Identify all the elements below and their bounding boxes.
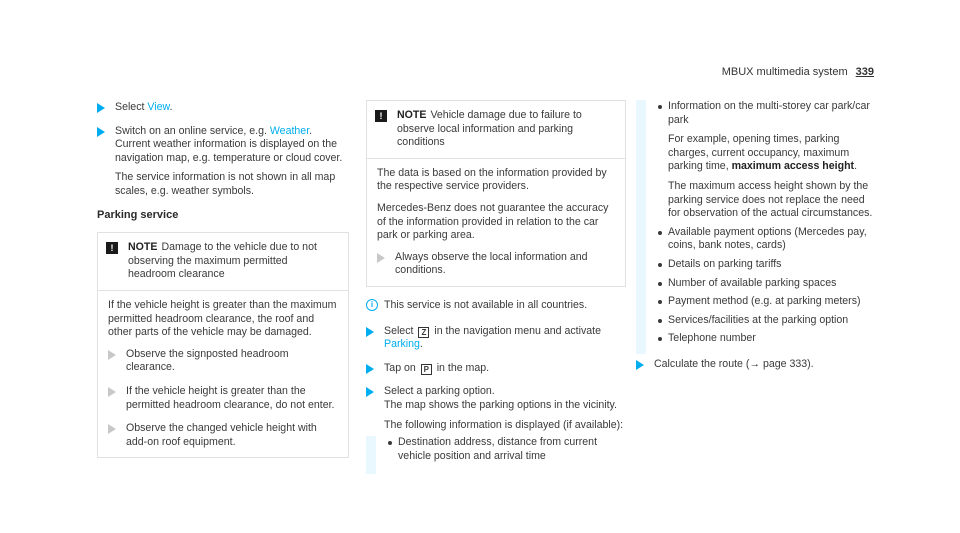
- bullet-dot: [388, 441, 392, 445]
- step-note-text: The service information is not shown in all map scales, e.g. weather symbols.: [115, 171, 336, 197]
- info-text: This service is not available in all countries.: [384, 298, 588, 311]
- list-item-text: Available payment options (Mercedes pay, coins, bank notes, cards): [668, 225, 867, 252]
- step-arrow-icon: [366, 364, 374, 374]
- note-title: Vehicle damage due to failure to observe local information and parking conditions: [397, 109, 582, 149]
- bullet-dot: [658, 319, 662, 323]
- navigation-menu-icon[interactable]: Z: [418, 327, 429, 338]
- detail-text: .: [854, 160, 858, 173]
- info-list-start: [366, 436, 626, 474]
- weather-link[interactable]: Weather: [269, 124, 310, 137]
- step-tap-parking-symbol: [366, 362, 626, 376]
- step-text: The following information is displayed (if available):: [384, 418, 624, 431]
- shaded-bar: [366, 436, 376, 474]
- warning-icon: !: [106, 242, 118, 254]
- note-box-headroom: [97, 232, 349, 458]
- page-number: 339: [855, 66, 874, 78]
- info-availability: [366, 299, 626, 313]
- list-item-text: Destination address, distance from current vehicle position and arrival time: [398, 436, 598, 462]
- note-step-text: Observe the changed vehicle height with add-on roof equipment.: [126, 422, 317, 448]
- note-title: Damage to the vehicle due to not observing the maximum permitted headroom clearance: [128, 241, 317, 281]
- note-header: [98, 233, 348, 291]
- list-item-text: Number of available parking spaces: [668, 276, 837, 289]
- step-text: Switch on an online service, e.g.: [115, 124, 270, 137]
- parking-link[interactable]: Parking: [384, 338, 420, 351]
- note-box-local-info: [366, 100, 626, 287]
- list-item-detail: The maximum access height shown by the parking service does not replace the need for observation of the actual circumstances.: [668, 179, 873, 220]
- step-select-view: [97, 101, 349, 115]
- step-text: in the map.: [433, 361, 490, 374]
- list-item: [656, 277, 878, 291]
- bullet-dot: [658, 263, 662, 267]
- detail-bold-text: maximum access height: [731, 160, 855, 173]
- list-item-text: Payment method (e.g. at parking meters): [668, 295, 861, 308]
- step-text: .: [309, 124, 313, 137]
- step-text: Tap on: [384, 361, 419, 374]
- note-step-text: Observe the signposted headroom clearance.: [126, 347, 289, 374]
- step-arrow-icon: [97, 127, 105, 137]
- step-arrow-icon: [108, 387, 116, 397]
- list-item-text: Services/facilities at the parking option: [668, 313, 849, 326]
- note-step: [108, 385, 338, 412]
- list-item-detail: [668, 133, 878, 174]
- note-paragraph: If the vehicle height is greater than the maximum permitted headroom clearance, the roof and other parts of the vehicle may be damaged.: [108, 298, 337, 339]
- bullet-dot: [658, 300, 662, 304]
- step-text: .: [169, 101, 173, 113]
- list-item-text: Information on the multi-storey car park/car park: [668, 100, 870, 126]
- note-label: NOTE: [128, 241, 158, 254]
- list-item-text: Details on parking tariffs: [668, 257, 782, 270]
- view-link[interactable]: View: [147, 101, 170, 113]
- step-online-service: [97, 125, 349, 199]
- note-label: NOTE: [397, 109, 427, 121]
- list-item: [656, 295, 878, 309]
- bullet-dot: [658, 231, 662, 235]
- shaded-bar: [636, 100, 646, 354]
- step-result-text: The map shows the parking options in the vicinity.: [384, 398, 617, 411]
- note-step-text: If the vehicle height is greater than the permitted headroom clearance, do not enter.: [126, 384, 335, 411]
- step-arrow-icon: [636, 360, 644, 370]
- list-item-text: Telephone number: [668, 332, 756, 345]
- step-text: .: [419, 338, 423, 351]
- page-header: [722, 66, 874, 80]
- info-icon: i: [366, 299, 378, 311]
- step-arrow-icon: [108, 424, 116, 434]
- step-text: page 333).: [760, 357, 814, 370]
- cross-reference-arrow-icon[interactable]: →: [749, 357, 760, 370]
- list-item: [656, 100, 878, 221]
- list-item: [656, 226, 878, 253]
- list-item: [656, 314, 878, 328]
- step-arrow-icon: [366, 387, 374, 397]
- section-heading-parking: Parking service: [97, 208, 179, 221]
- note-header: [367, 101, 625, 159]
- bullet-dot: [658, 105, 662, 109]
- step-result-text: Current weather information is displayed on the navigation map, e.g. temperature or cloud cover.: [115, 138, 343, 164]
- step-text: Select a parking option.: [384, 385, 495, 398]
- step-text: in the navigation menu and activate: [431, 324, 602, 337]
- info-list-continued: [636, 100, 878, 354]
- note-paragraph: The data is based on the information provided by the respective service providers.: [377, 166, 607, 193]
- step-select-parking-option: [366, 385, 626, 432]
- bullet-dot: [658, 282, 662, 286]
- step-text: Select: [384, 324, 417, 337]
- list-item: [656, 258, 878, 272]
- detail-text: For example, opening times, parking charges, current occupancy, maximum parking time,: [668, 133, 850, 173]
- list-item: [386, 436, 626, 463]
- note-body: [98, 291, 348, 457]
- step-arrow-icon: [108, 350, 116, 360]
- bullet-list: [386, 436, 626, 463]
- note-step: [377, 251, 615, 278]
- step-activate-parking: [366, 325, 626, 352]
- step-arrow-icon: [97, 103, 105, 113]
- column-2: [366, 100, 626, 474]
- list-item: [656, 332, 878, 346]
- parking-symbol-icon[interactable]: P: [421, 364, 432, 375]
- step-calculate-route: [636, 358, 878, 372]
- column-3: [636, 100, 878, 382]
- note-step: [108, 348, 338, 375]
- column-1: [97, 101, 349, 458]
- note-paragraph: Mercedes-Benz does not guarantee the accuracy of the information provided in relation to the car park or parking area.: [377, 201, 609, 242]
- step-text: Select: [115, 101, 148, 113]
- note-step-text: Always observe the local information and conditions.: [395, 250, 588, 277]
- step-text: Calculate the route (: [654, 357, 750, 370]
- note-step: [108, 422, 338, 449]
- step-arrow-icon: [377, 253, 385, 263]
- step-arrow-icon: [366, 327, 374, 337]
- header-title: MBUX multimedia system: [721, 66, 848, 78]
- warning-icon: !: [375, 110, 387, 122]
- bullet-dot: [658, 337, 662, 341]
- note-body: [367, 159, 625, 286]
